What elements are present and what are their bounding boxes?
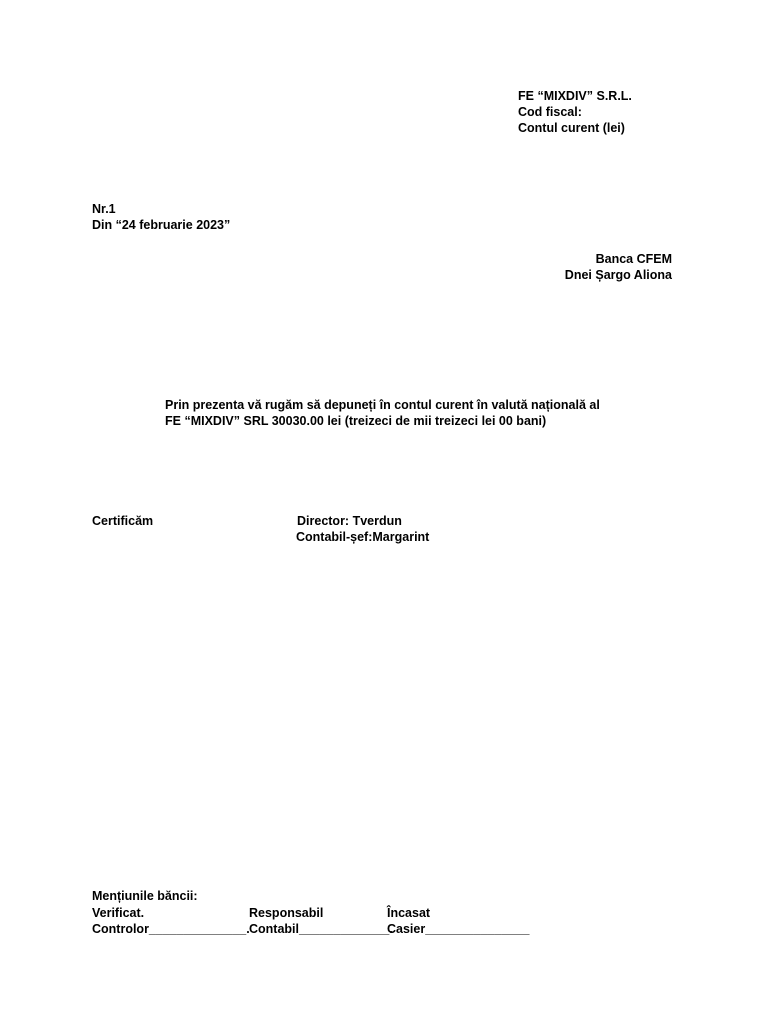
recipient-bank: Banca CFEM	[595, 252, 672, 266]
collected-label: Încasat	[387, 906, 431, 920]
request-text-line-1: Prin prezenta vă rugăm să depuneți în contul curent în valută națională al	[165, 398, 600, 412]
chief-accountant-signature: Contabil-șef:Margarint	[296, 530, 430, 544]
cashier-signature-line: Casier_______________	[387, 922, 530, 936]
document-date: Din “24 februarie 2023”	[92, 218, 231, 232]
company-name: FE “MIXDIV” S.R.L.	[518, 89, 632, 103]
fiscal-code-label: Cod fiscal:	[518, 105, 582, 119]
responsible-label: Responsabil	[249, 906, 324, 920]
current-account-label: Contul curent (lei)	[518, 121, 625, 135]
controller-signature-line: Controlor______________.	[92, 922, 250, 936]
recipient-person: Dnei Șargo Aliona	[564, 268, 672, 282]
bank-notes-title: Mențiunile băncii:	[92, 889, 198, 903]
verified-label: Verificat.	[92, 906, 145, 920]
request-text-line-2: FE “MIXDIV” SRL 30030.00 lei (treizeci de mii treizeci lei 00 bani)	[165, 414, 547, 428]
document-number: Nr.1	[92, 202, 116, 216]
certify-label: Certificăm	[92, 514, 154, 528]
director-signature: Director: Tverdun	[297, 514, 402, 528]
accountant-signature-line: Contabil_____________.	[249, 922, 393, 936]
